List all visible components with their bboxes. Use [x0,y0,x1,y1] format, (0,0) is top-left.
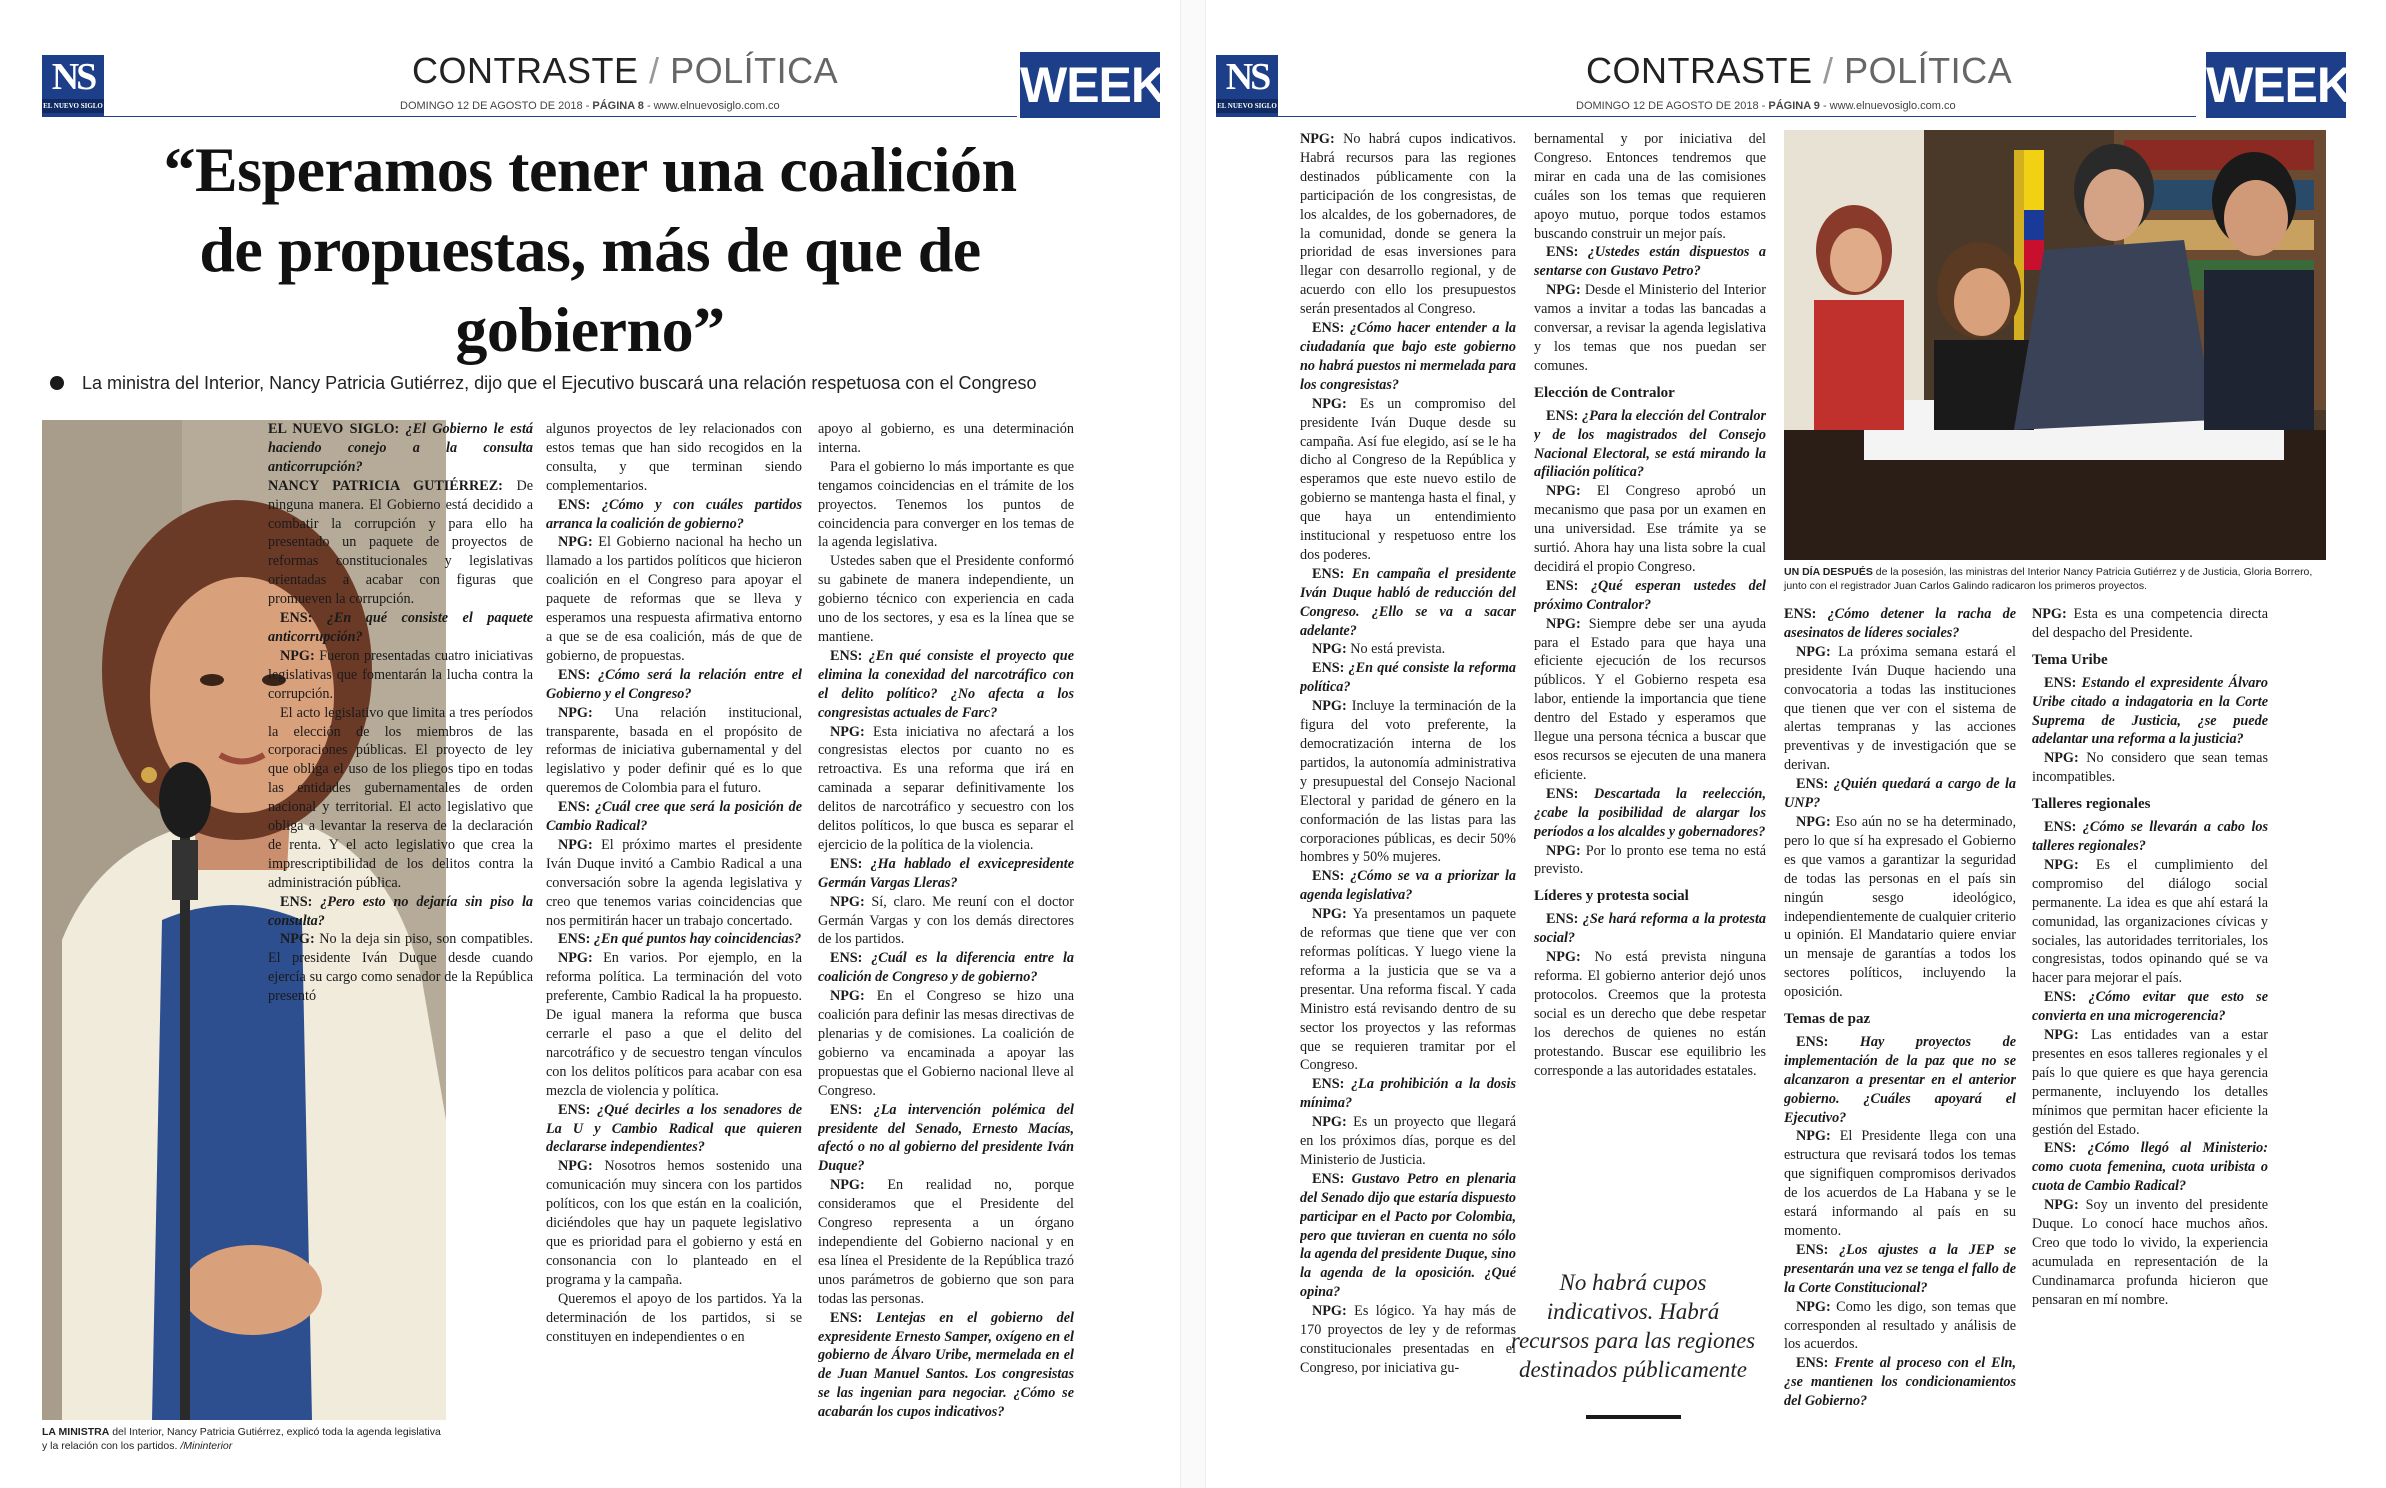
article-column-2: algunos proyectos de ley relacionados con estos temas que han sido recogidos en la consulta, y que terminan siendo complementarios. ENS: ¿Cómo y con cuáles partidos arranca la coalición de gobierno? NPG: El Gobierno nacional ha hecho un llamado a los partidos políticos que hicieron coalición en el Congreso para apoyar el paquete de reformas que se lleva y esperamos una respuesta afirmativa entorno a que se de esa coalición, más de que de gobierno, de propuestas. ENS: ¿Cómo será la relación entre el Gobierno y el Congreso? NPG: Una relación institucional, transparente, basada en el propósito de reformas de iniciativa gubernamental y del legislativo y poder definir qué es lo que queremos de Colombia para el futuro. ENS: ¿Cuál cree que será la posición de Cambio Radical? NPG: El próximo martes el presidente Iván Duque invitó a Cambio Radical a una conversación sobre la agenda legislativa y creo que tenemos varias coincidencias que nos permitirán hacer un trabajo concertado. ENS: ¿En qué puntos hay coincidencias? NPG: En varios. Por ejemplo, en la reforma política. La terminación del voto preferente, Cambio Radical la ha propuesto. De igual manera la reforma que busca cerrarle el paso a que el delito del narcotráfico y de secuestro tengan vínculos con los delitos políticos para acabar con esa mezcla de violencia y política. ENS: ¿Qué decirles a los senadores de La U y Cambio Radical que quieren declararse independientes? NPG: Nosotros hemos sostenido una comunicación muy sincera con los partidos políticos, con los que están en la coalición, diciéndoles que hay un paquete legislativo que es prioridad para el gobierno y está en consonancia con lo planteado en el programa y la campaña. Queremos el apoyo de los partidos. Ya la determinación de los partidos, si se constituyen en independientes o en [546,421,802,1345]
subhead-paz: Temas de paz [1784,1011,1871,1028]
week-badge: WEEK [2206,52,2346,118]
subhead-lideres: Líderes y protesta social [1534,888,1689,905]
signing-scene [1784,130,2326,560]
header-rule [1216,116,2196,117]
photo-caption: UN DÍA DESPUÉS de la posesión, las ministras del Interior Nancy Patricia Gutiérrez y de Justicia, Gloria Borrero, junto con el registrador Juan Carlos Galindo radicaron los primeros proyectos. [1784,566,2313,592]
dateline: DOMINGO 12 DE AGOSTO DE 2018 - PÁGINA 9 - www.elnuevosiglo.com.co [1576,100,1956,112]
section-title: CONTRASTE / POLÍTICA [1586,50,2013,91]
dateline: DOMINGO 12 DE AGOSTO DE 2018 - PÁGINA 8 - www.elnuevosiglo.com.co [400,100,780,112]
article-column-4: NPG: No habrá cupos indicativos. Habrá recursos para las regiones destinados públicamente con la participación de los congresistas, de los alcaldes, de los gobernadores, de la comunidad, donde se genera la prioridad de esas inversiones para llegar con desarrollo regional, y de acuerdo con ello los presupuestos serán presentados al Congreso. ENS: ¿Cómo hacer entender a la ciudadanía que bajo este gobierno no habrá puestos ni mermelada para los congresistas? NPG: Es un compromiso del presidente Iván Duque desde su campaña. Así fue elegido, así se le ha dicho al Congreso de la República y esperamos que este nuevo estilo de gobierno se mantenga hasta el final, y que haya un entendimiento institucional y respetuoso entre los dos poderes. ENS: En campaña el presidente Iván Duque habló de reducción del Congreso. ¿Ello se va a sacar adelante? NPG: No está prevista. ENS: ¿En qué consiste la reforma política? NPG: Incluye la terminación de la figura del voto preferente, la democratización interna de los partidos, la autonomía administrativa y presupuestal del Consejo Nacional Electoral y paridad de género en la conformación de las listas para las corporaciones públicas, es decir 50% hombres y 50% mujeres. ENS: ¿Cómo se va a priorizar la agenda legislativa? NPG: Ya presentamos un paquete de reformas que tiene que ver con reformas políticas. Y luego viene la reforma a la justicia que se va a presentar. Una reforma fiscal. Y cada Ministro está revisando dentro de su sector los proyectos y las reformas que se requieren tramitar por el Congreso. ENS: ¿La prohibición a la dosis mínima? NPG: Es un proyecto que llegará en los próximos días, porque es del Ministerio de Justicia. ENS: Gustavo Petro en plenaria del Senado dijo que estaría dispuesto participar en el Pacto por Colombia, pero que tuvieran en cuenta no sólo la agenda del presidente Duque, sino la agenda de la oposición. ¿Qué opina? NPG: Es lógico. Ya hay más de 170 proyectos de ley y de reformas constitucionales presentadas en el Congreso, por iniciativa gu- [1300,131,1516,1376]
page-left [0,0,1180,1488]
headline: “Esperamos tener una coalición de propuestas, más de que de gobierno” [163,134,1017,365]
article-column-6: ENS: ¿Cómo detener la racha de asesinatos de líderes sociales? NPG: La próxima semana estará el presidente Iván Duque haciendo una convocatoria a todas las instituciones que tienen que ver con el sistema de alertas tempranas y las acciones preventivas y de investigación que se derivan. ENS: ¿Quién quedará a cargo de la UNP? NPG: Eso aún no se ha determinado, pero lo que sí ha expresado el Gobierno es que vamos a garantizar la seguridad de todas las personas en el país sin ningún sesgo ideológico, independientemente de cualquier criterio u opinión. El Mandatario quiere enviar un mensaje de garantías a todos los sectores políticos, incluyendo la oposición. Temas de paz ENS: Hay proyectos de implementación de la paz que no se alcanzaron a presentar en el anterior gobierno. ¿Cuáles apoyará el Ejecutivo? NPG: El Presidente llega con una estructura que revisará todos los temas que signifiquen compromisos derivados de los acuerdos de La Habana y se le estará informando al país en su momento. ENS: ¿Los ajustes a la JEP se presentarán una vez se tenga el fallo de la Corte Constitucional? NPG: Como les digo, son temas que corresponden al resultado y análisis de los acuerdos. ENS: Frente al proceso con el Eln, ¿se mantienen los condicionamientos del Gobierno? [1784,606,2016,1410]
page-right [1206,0,2386,1488]
deck: La ministra del Interior, Nancy Patricia Gutiérrez, dijo que el Ejecutivo buscará una relación respetuosa con el Congreso [50,373,1160,394]
article-column-3: apoyo al gobierno, es una determinación interna. Para el gobierno lo más importante es que tengamos coincidencias en el trámite de los proyectos. Tenemos los puntos de coincidencia para converger en los temas de la agenda legislativa. Ustedes saben que el Presidente conformó su gabinete de manera independiente, un gobierno técnico con experiencia en cada uno de los sectores, y esa es la línea que se mantiene. ENS: ¿En qué consiste el proyecto que elimina la conexidad del narcotráfico con el delito político? ¿No afecta a los congresistas actuales de Farc? NPG: Esta iniciativa no afectará a los congresistas electos por cuanto no es retroactiva. Es una reforma que irá en caminada a separar definitivamente los delitos de narcotráfico y secuestro con los delitos políticos, lo que busca es separar el ejercicio de la política de la violencia. ENS: ¿Ha hablado el exvicepresidente Germán Vargas Lleras? NPG: Sí, claro. Me reuní con el doctor Germán Vargas y con los demás directores de los partidos. ENS: ¿Cuál es la diferencia entre la coalición de Congreso y de gobierno? NPG: En el Congreso se hizo una coalición para definir las mesas directivas de plenarias y de comisiones. La coalición de gobierno va encaminada a apoyar las propuestas que el Gobierno nacional lleve al Congreso. ENS: ¿La intervención polémica del presidente del Senado, Ernesto Macías, afectó o no al gobierno del presidente Iván Duque? NPG: En realidad no, porque consideramos que el Presidente del Congreso representa a un órgano independiente del Gobierno nacional y en esa línea el Presidente de la República trazó unos parámetros de gobierno que son para todas las personas. ENS: Lentejas en el gobierno del expresidente Ernesto Samper, oxígeno en el gobierno de Álvaro Uribe, mermelada en el de Juan Manuel Santos. Los congresistas se las ingenian para negociar. ¿Cómo se acabarán los cupos indicativos? [818,421,1074,1421]
article-column-5: bernamental y por iniciativa del Congreso. Entonces tendremos que mirar en cada una de las comisiones cuáles son los temas que requieren apoyo mutuo, porque todos estamos buscando construir un mejor país. ENS: ¿Ustedes están dispuestos a sentarse con Gustavo Petro? NPG: Desde el Ministerio del Interior vamos a invitar a todas las bancadas a conversar, a revisar la agenda legislativa y los temas que nos puedan ser comunes. Elección de Contralor ENS: ¿Para la elección del Contralor y de los magistrados del Consejo Nacional Electoral, se está mirando la afiliación política? NPG: El Congreso aprobó un mecanismo que pasa por un examen en una universidad. Ese trámite ya se surtió. Ahora hay una lista sobre la cual decidirá el propio Congreso. ENS: ¿Qué esperan ustedes del próximo Contralor? NPG: Siempre debe ser una ayuda para el Estado para que haya una eficiente ejecución de los recursos públicos. Y el Gobierno respeta esa labor, entiende la importancia que tiene dentro del Estado y esperamos que llegue una persona técnica a buscar que esos recursos se ejecuten de una manera eficiente. ENS: Descartada la reelección, ¿cabe la posibilidad de alargar los períodos a los alcaldes y gobernadores? NPG: Por lo pronto ese tema no está previsto. Líderes y protesta social ENS: ¿Se hará reforma a la protesta social? NPG: No está prevista ninguna reforma. El gobierno anterior dejó unos protocolos. Creemos que la protesta social es un derecho que debe respetar los derechos de quienes no están protestando. Buscar ese equilibrio les corresponde a las autoridades estatales. [1534,131,1766,1079]
signing-photo [1784,130,2326,560]
pull-quote-rule [1586,1415,1681,1419]
week-badge: WEEK [1020,52,1160,118]
header-rule [42,116,1017,117]
ns-logo: NS EL NUEVO SIGLO [42,55,104,117]
subhead-contralor: Elección de Contralor [1534,384,1675,401]
pull-quote: No habrá cupos indicativos. Habrá recursos para las regiones destinados públicamente [1510,1270,1756,1382]
article-column-1: EL NUEVO SIGLO: ¿El Gobierno le está haciendo conejo a la consulta anticorrupción? NANCY PATRICIA GUTIÉRREZ: De ninguna manera. El Gobierno está decidido a combatir la corrupción y para ello ha presentado un paquete de proyectos de reformas constitucionales y legislativas orientadas a acabar con figuras que promueven la corrupción. ENS: ¿En qué consiste el paquete anticorrupción? NPG: Fueron presentadas cuatro iniciativas legislativas que fomentarán la lucha contra la corrupción. El acto legislativo que limita a tres períodos la elección de los miembros de las corporaciones públicas. El proyecto de ley que obliga el uso de los pliegos tipo en todas las entidades gubernamentales de orden nacional y territorial. El acto legislativo que obliga a levantar la reserva de la declaración de renta. Y el acto legislativo que crea la imprescriptibilidad de los delitos contra la administración pública. ENS: ¿Pero esto no dejaría sin piso la consulta? NPG: No la deja sin piso, son compatibles. El presidente Iván Duque desde cuando ejercía su cargo como senador de la República presentó [268,421,533,1005]
section-title: CONTRASTE / POLÍTICA [412,50,839,91]
subhead-uribe: Tema Uribe [2032,651,2108,668]
page-gutter [1180,0,1206,1488]
photo-caption: LA MINISTRA del Interior, Nancy Patricia Gutiérrez, explicó toda la agenda legislativa y la relación con los partidos. /Mininterior [42,1426,441,1452]
article-column-7: NPG: Esta es una competencia directa del despacho del Presidente. Tema Uribe ENS: Estando el expresidente Álvaro Uribe citado a indagatoria en la Corte Suprema de Justicia, ¿se puede adelantar una reforma a la justicia? NPG: No considero que sean temas incompatibles. Talleres regionales ENS: ¿Cómo se llevarán a cabo los talleres regionales? NPG: Es el cumplimiento del compromiso del diálogo social permanente. La idea es que ahí estará la comunidad, las organizaciones cívicas y sociales, las autoridades territoriales, los congresistas, todos opinando qué se va hacer para mejorar el país. ENS: ¿Cómo evitar que esto se convierta en una microgerencia? NPG: Las entidades van a estar presentes en esos talleres regionales y el país lo que quiere es que haya gerencia permanente, incluyendo los detalles mínimos que permitan hacer eficiente la gestión del Estado. ENS: ¿Cómo llegó al Ministerio: como cuota femenina, cuota uribista o cuota de Cambio Radical? NPG: Soy un invento del presidente Duque. Lo conocí hace muchos años. Creo que todo lo vivido, la experiencia acumulada en representación de la Cundinamarca profunda hicieron que pensaran en mí nombre. [2032,606,2268,1308]
bullet-icon [50,376,64,390]
subhead-talleres: Talleres regionales [2032,796,2151,813]
ns-logo: NS EL NUEVO SIGLO [1216,55,1278,117]
